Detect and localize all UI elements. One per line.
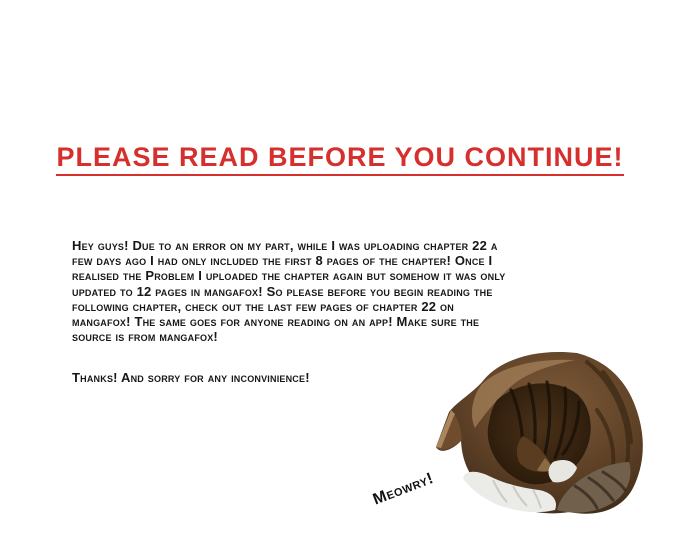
meowry-caption: Meowry! <box>370 469 436 509</box>
notice-line: following chapter, check out the last few pages of chapter 22 on <box>72 298 454 314</box>
cat-photo <box>427 350 647 522</box>
notice-line: Hey guys! Due to an error on my part, while I was uploading chapter 22 a <box>72 238 498 253</box>
page-title: PLEASE READ BEFORE YOU CONTINUE! <box>56 143 623 176</box>
thanks-line: Thanks! And sorry for any inconvinience! <box>72 370 310 385</box>
notice-line: updated to 12 pages in mangafox! So please before you begin reading the <box>72 283 493 299</box>
notice-line: few days ago I had only included the first 8 pages of the chapter! Once I <box>72 253 493 269</box>
notice-line: realised the Problem I uploaded the chapter again but somehow it was only <box>72 268 506 284</box>
notice-line: source is from mangafox! <box>72 329 218 345</box>
notice-line: mangafox! The same goes for anyone reading on an app! Make sure the <box>72 314 480 330</box>
page-title-wrap <box>0 143 680 176</box>
notice-paragraph <box>72 238 652 344</box>
